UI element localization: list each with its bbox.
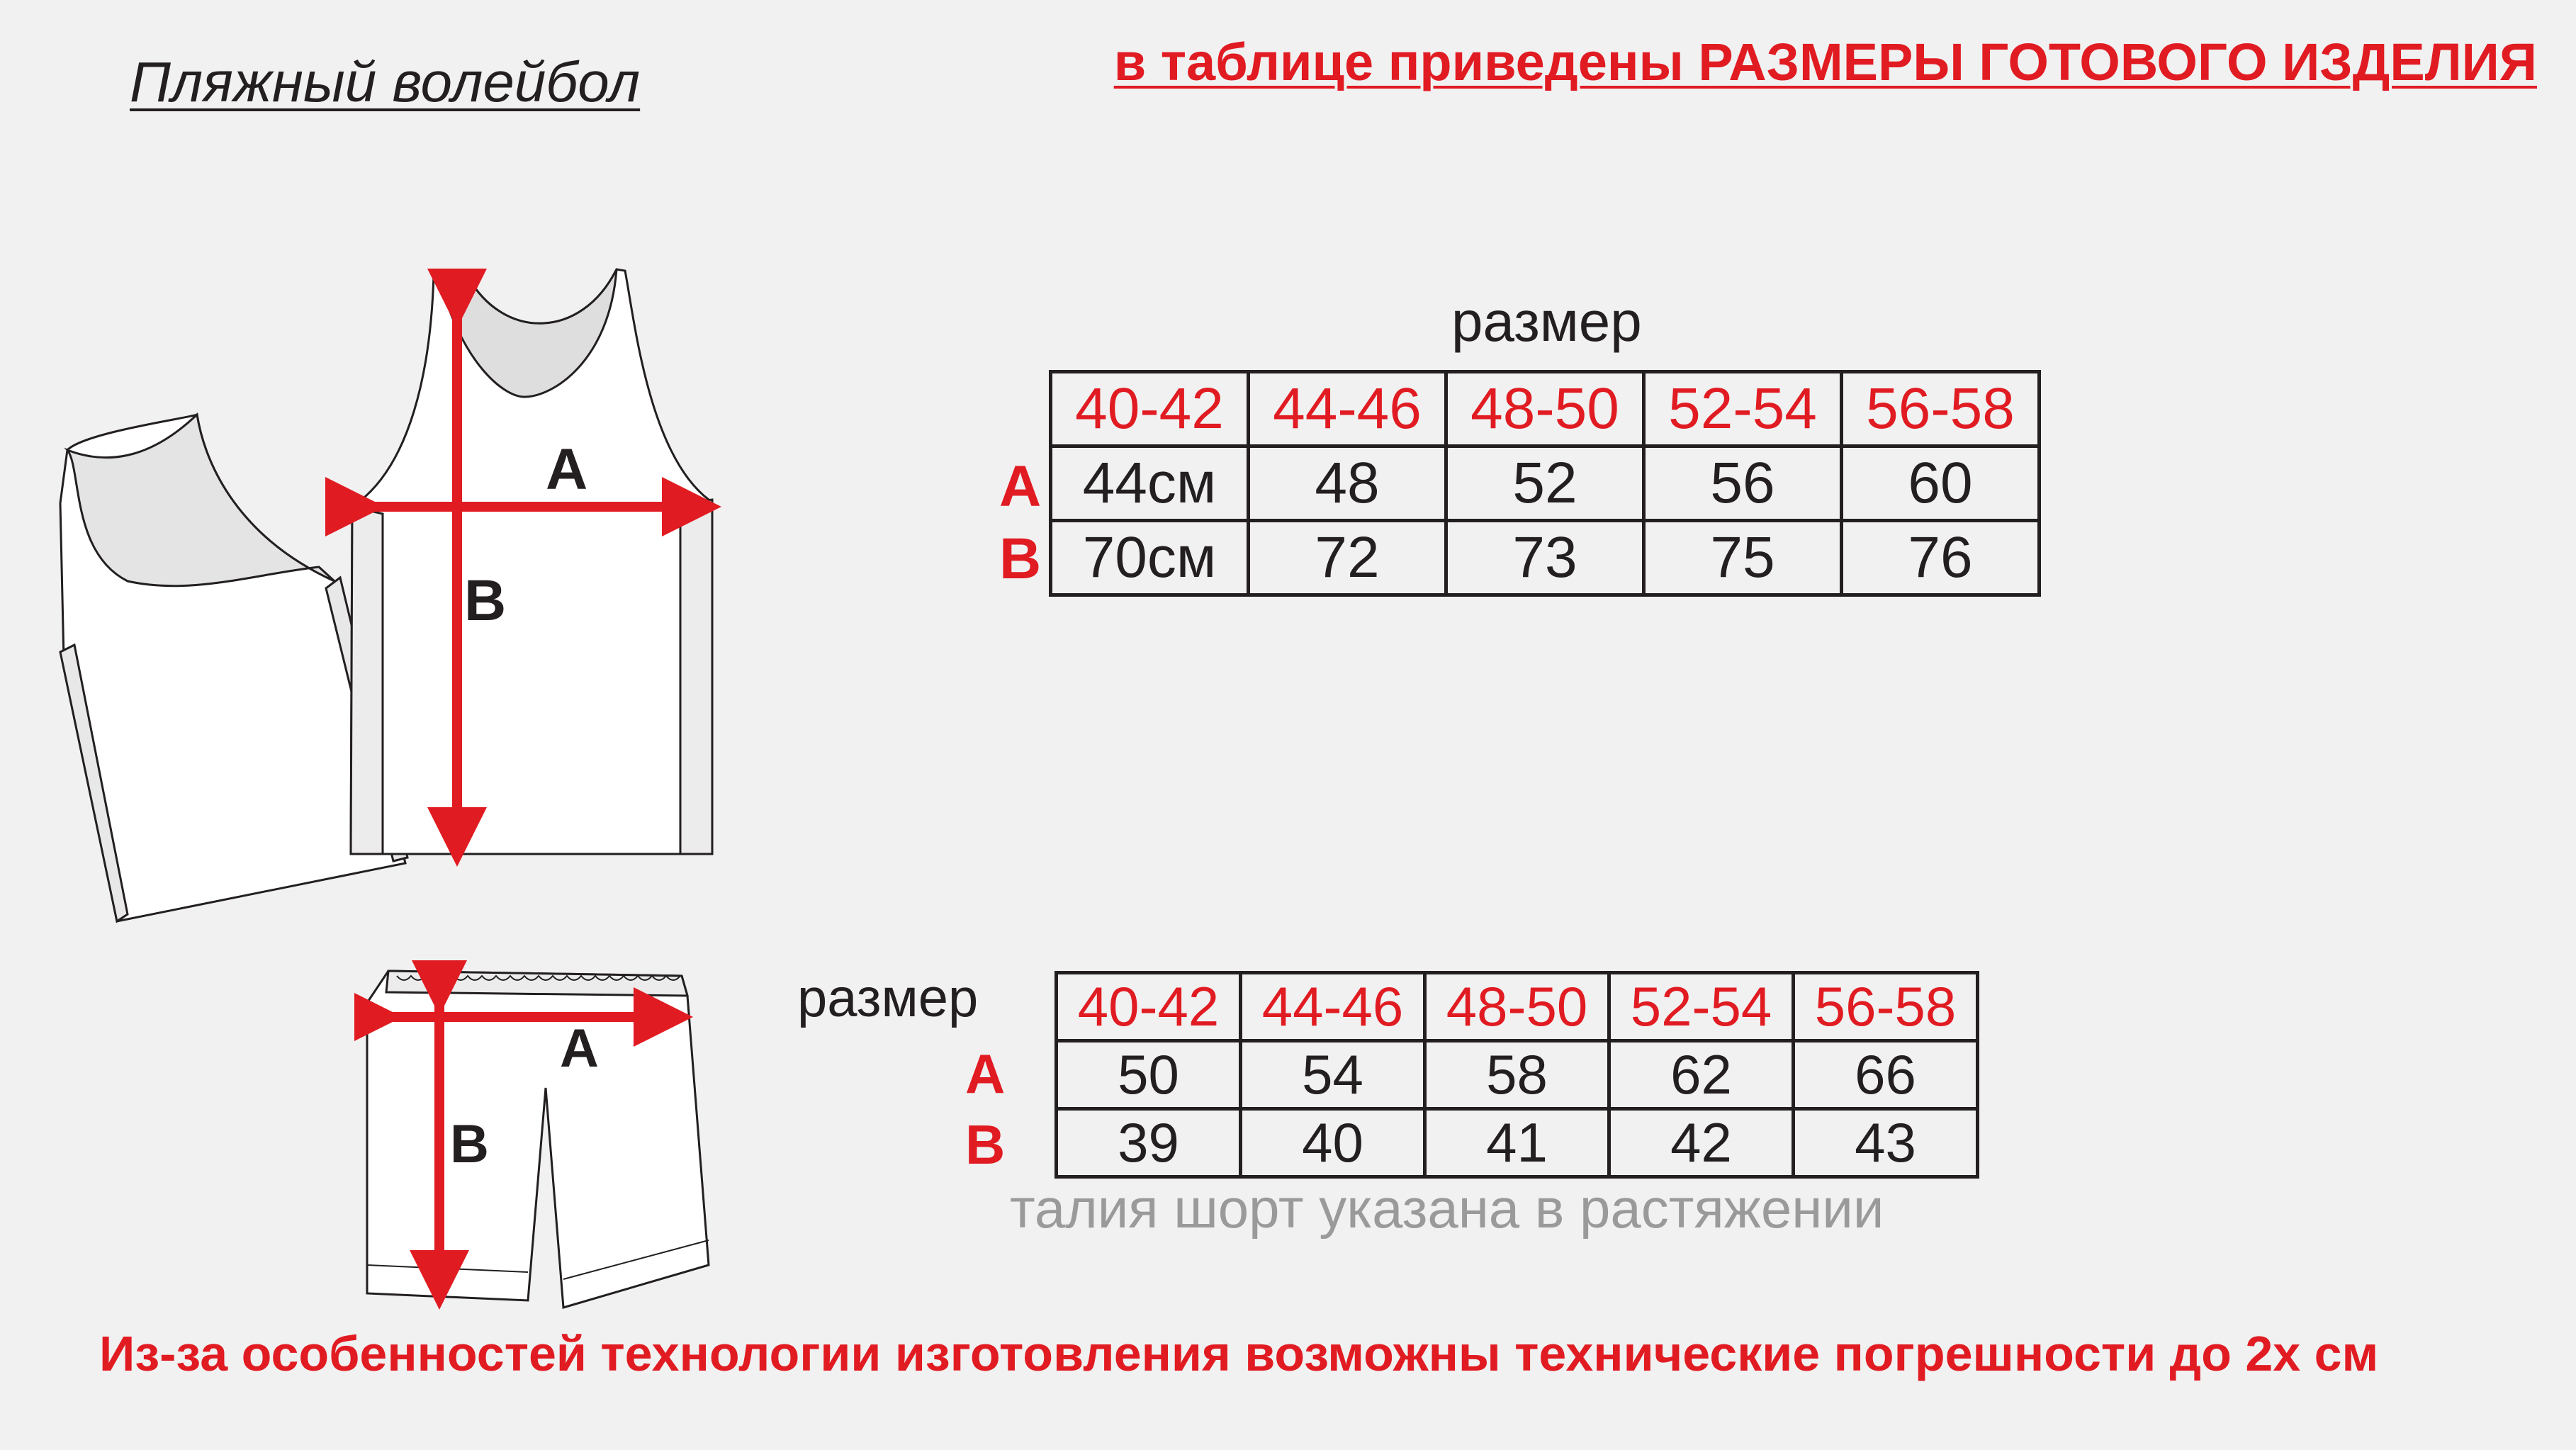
table-cell: 41 bbox=[1425, 1109, 1609, 1177]
table-cell: 60 bbox=[1842, 446, 2040, 521]
shorts-size-header-row bbox=[1057, 973, 1978, 1041]
table-cell: 72 bbox=[1249, 521, 1446, 595]
tank-row-a bbox=[1051, 446, 2040, 521]
tank-size-header-row bbox=[1051, 372, 2040, 446]
table-cell: 66 bbox=[1794, 1041, 1978, 1109]
tank-row-letter-a: A bbox=[999, 454, 1042, 519]
tank-size-caption: размер bbox=[1451, 290, 1642, 353]
shorts-illustration bbox=[354, 960, 737, 1329]
tank-size-header: 52-54 bbox=[1644, 372, 1842, 446]
tank-label-b: B bbox=[464, 568, 507, 633]
table-cell: 76 bbox=[1842, 521, 2040, 595]
table-cell: 43 bbox=[1794, 1109, 1978, 1177]
tank-size-table bbox=[1049, 370, 2041, 597]
table-cell: 52 bbox=[1446, 446, 1644, 521]
table-cell: 40 bbox=[1241, 1109, 1425, 1177]
tank-top-illustration bbox=[43, 255, 737, 935]
shorts-size-header: 44-46 bbox=[1241, 973, 1425, 1041]
shorts-waist-stretch-note: талия шорт указана в растяжении bbox=[1010, 1177, 1884, 1240]
table-cell: 39 bbox=[1057, 1109, 1241, 1177]
shorts-row-letter-b: B bbox=[965, 1113, 1006, 1176]
table-cell: 42 bbox=[1609, 1109, 1794, 1177]
shorts-size-header: 52-54 bbox=[1609, 973, 1794, 1041]
shorts-row-b bbox=[1057, 1109, 1978, 1177]
shorts-size-table bbox=[1054, 971, 1979, 1179]
shorts-row-letter-a: A bbox=[965, 1042, 1006, 1105]
shorts-size-caption: размер bbox=[797, 968, 979, 1028]
tank-size-header: 48-50 bbox=[1446, 372, 1644, 446]
tank-row-letter-b: B bbox=[999, 527, 1042, 591]
table-cell: 44см bbox=[1051, 446, 1249, 521]
table-cell: 73 bbox=[1446, 521, 1644, 595]
shorts-row-a bbox=[1057, 1041, 1978, 1109]
tank-row-b bbox=[1051, 521, 2040, 595]
shorts-size-header: 40-42 bbox=[1057, 973, 1241, 1041]
shorts-label-b: B bbox=[450, 1114, 489, 1174]
table-cell: 54 bbox=[1241, 1041, 1425, 1109]
table-cell: 56 bbox=[1644, 446, 1842, 521]
table-cell: 70см bbox=[1051, 521, 1249, 595]
shorts-size-header: 56-58 bbox=[1794, 973, 1978, 1041]
finished-size-note: в таблице приведены РАЗМЕРЫ ГОТОВОГО ИЗДЕЛИЯ bbox=[1113, 33, 2537, 91]
tank-size-header: 56-58 bbox=[1842, 372, 2040, 446]
shorts-size-header: 48-50 bbox=[1425, 973, 1609, 1041]
table-cell: 75 bbox=[1644, 521, 1842, 595]
tank-front-view bbox=[351, 269, 712, 854]
tank-size-header: 40-42 bbox=[1051, 372, 1249, 446]
table-cell: 62 bbox=[1609, 1041, 1794, 1109]
table-cell: 48 bbox=[1249, 446, 1446, 521]
table-cell: 58 bbox=[1425, 1041, 1609, 1109]
page-title: Пляжный волейбол bbox=[130, 50, 641, 113]
table-cell: 50 bbox=[1057, 1041, 1241, 1109]
tank-label-a: A bbox=[546, 437, 588, 502]
tolerance-disclaimer: Из-за особенностей технологии изготовления возможны технические погрешности до 2х см bbox=[99, 1326, 2379, 1381]
shorts-label-a: A bbox=[560, 1018, 599, 1079]
tank-size-header: 44-46 bbox=[1249, 372, 1446, 446]
